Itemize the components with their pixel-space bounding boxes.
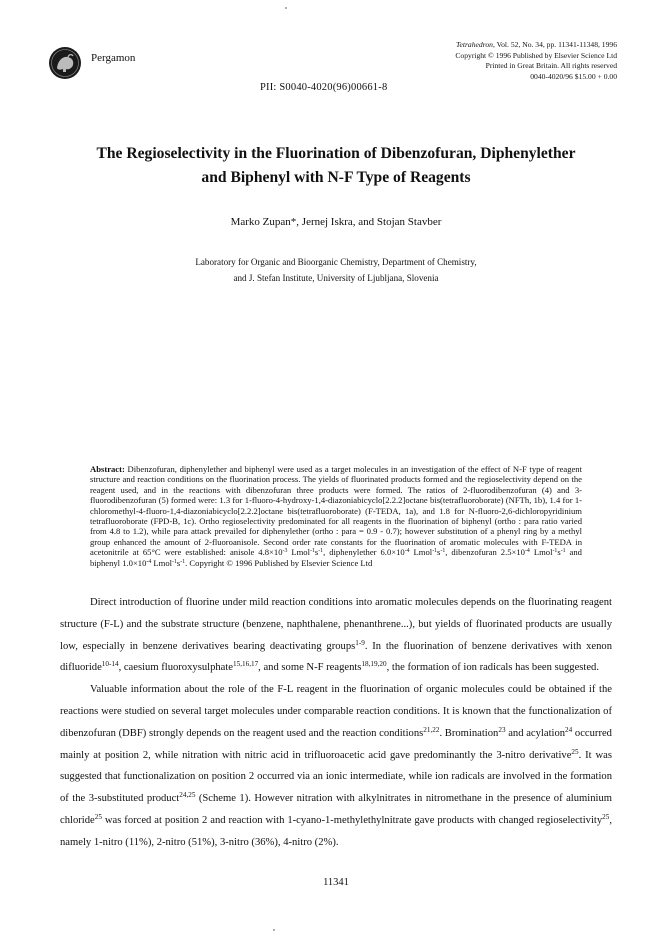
publisher-name: Pergamon — [91, 52, 136, 64]
scan-speck — [285, 7, 287, 9]
abstract-text: Dibenzofuran, diphenylether and biphenyl were used as a target molecules in an investigation of the effect of N-F type of reagent structure and reaction conditions on the fluorination process. The yields of fluorinated products formed and the regioselectivity depend on the reagent used, and in the reactions with dibenzofuran three products were formed. The ratios of 2-fluorodibenzofuran (4) and 3-fluorodibenzofuran (5) formed were: 1.3 for 1-fluoro-4-hydroxy-1,4-diazoniabicyclo[2.2.2]octane bis(tetrafluoroborate) (NFTh, 1b), 1.4 for 1-chloromethyl-4-fluoro-1,4-diazoniabicyclo[2.2.2]octane bis(tetrafluoroborate) (F-TEDA, 1a), and 1.8 for N-fluoro-2,6-dichloropyridinium tetrafluoroborate (FPD-B, 1c). Ortho regioselectivity predominated for all reagents in the fluorination of biphenyl (ortho : para ratio varied from 4.8 to 1.2), while para attack prevailed for diphenylether (ortho : para = 0.9 - 0.7); however substitution of a phenyl ring by a methyl group enhanced the amount of 2-fluoroanisole. Second order rate constants for the fluorination of aromatic molecules with F-TEDA in acetonitrile at 65°C were established: anisole $4.8\times 10^{-3}$ $Lmol^{-1}s^{-1}$, diphenylether $6.0\times 10^{-4}$ $Lmol^{-1}s^{-1}$, dibenzofuran $2.5\times 10^{-4}$ $Lmol^{-1}s^{-1}$ and biphenyl $1.0\times 10^{-4}$ $Lmol^{-1}s^{-1}$. Copyright © 1996 Published by Elsevier Science Ltd — [90, 464, 582, 568]
citation-line — [455, 40, 617, 51]
pii-identifier: PII: S0040-4020(96)00661-8 — [260, 82, 388, 93]
title-line-1: The Regioselectivity in the Fluorination of Dibenzofuran, Diphenylether — [96, 145, 576, 162]
affiliation-line-2: and J. Stefan Institute, University of Ljubljana, Slovenia — [233, 273, 439, 283]
paragraph-2: Valuable information about the role of the F-L reagent in the fluorination of organic molecules could be obtained if the reactions were studied on several target molecules under comparable reaction conditions. It is known that the functionalization of dibenzofuran (DBF) strongly depends on the reagent used and the reaction conditions$^{21,22}$. Bromination$^{23}$ and acylation$^{24}$ occurred mainly at position 2, while nitration with nitric acid in trifluoroacetic acid gave predominantly the 3-nitro derivative$^{25}$. It was suggested that functionalization on position 2 occurred via an ionic intermediate, while ion radicals are involved in the formation of the 3-substituted product$^{24,25}$ (Scheme 1). However nitration with alkylnitrates in nitromethane in the presence of aluminium chloride$^{25}$ was forced at position 2 and reaction with 1-cyano-1-methylethylnitrate gave products with changed regioselectivity$^{25}$, namely 1-nitro (11%), 2-nitro (51%), 3-nitro (36%), 4-nitro (2%). — [60, 684, 612, 848]
scan-speck — [273, 929, 275, 931]
pergamon-logo — [48, 46, 82, 80]
journal-citation — [455, 40, 617, 82]
title-line-2: and Biphenyl with N-F Type of Reagents — [201, 169, 471, 186]
copyright-line: Copyright © 1996 Published by Elsevier Science Ltd — [455, 50, 617, 60]
issn-line: 0040-4020/96 $15.00 + 0.00 — [530, 71, 617, 81]
paragraph-1: Direct introduction of fluorine under mild reaction conditions into aromatic molecules depends on the fluorinating reagent structure (F-L) and the substrate structure (benzene, naphthalene, phenanthrene...), but yields of fluorinated products are usually low, especially in benzene derivatives bearing deactivating groups$^{1-9}$. In the fluorination of benzene derivatives with xenon difluoride$^{10-14}$, caesium fluoroxysulphate$^{15,16,17}$, and some N-F reagents$^{18,19,20}$, the formation of ion radicals has been suggested. — [60, 597, 612, 674]
affiliation-line-1: Laboratory for Organic and Bioorganic Chemistry, Department of Chemistry, — [195, 257, 477, 267]
journal-name: Tetrahedron — [455, 40, 493, 49]
article-title — [60, 142, 612, 190]
citation-details: , Vol. 52, No. 34, pp. 11341-11348, 1996 — [492, 40, 617, 49]
abstract-label: Abstract: — [90, 464, 125, 474]
abstract — [90, 464, 582, 568]
printed-line: Printed in Great Britain. All rights reserved — [485, 61, 617, 70]
body-text — [60, 592, 612, 854]
affiliation — [0, 254, 672, 286]
page-number: 11341 — [323, 877, 349, 888]
author-list: Marko Zupan*, Jernej Iskra, and Stojan Stavber — [230, 216, 442, 228]
